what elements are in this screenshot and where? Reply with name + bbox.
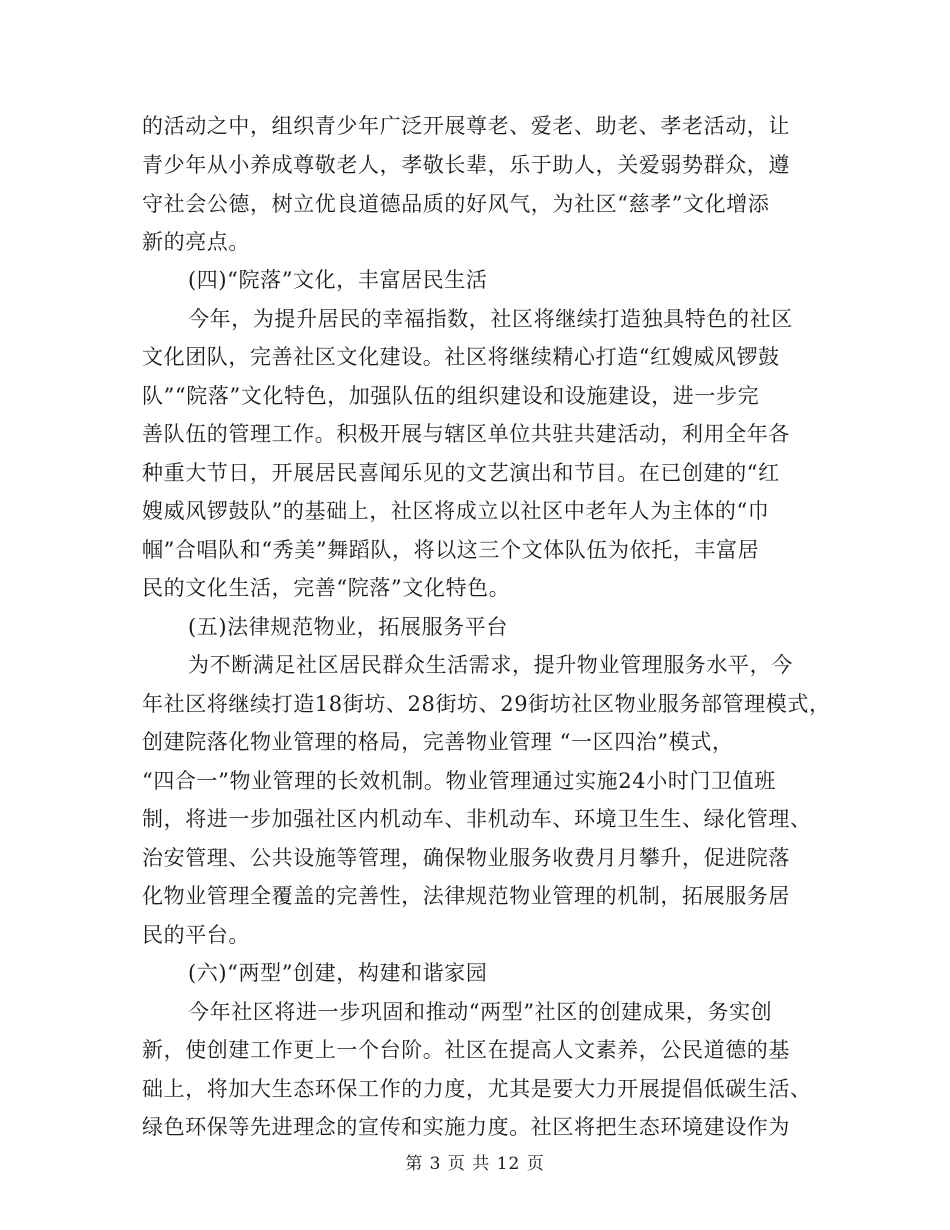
paragraph-line: 青少年从小养成尊敬老人，孝敬长辈，乐于助人，关爱弱势群众，遵 [142, 153, 790, 177]
section-heading: (四)“院落”文化，丰富居民生活 [188, 268, 488, 292]
paragraph-line: 今年，为提升居民的幸福指数，社区将继续打造独具特色的社区 [188, 307, 793, 331]
paragraph-line: 础上，将加大生态环保工作的力度，尤其是要大力开展提倡低碳生活、 [142, 1077, 812, 1101]
paragraph-line: 创建院落化物业管理的格局，完善物业管理 “一区四治”模式， [142, 730, 734, 754]
paragraph-line: 种重大节日，开展居民喜闻乐见的文艺演出和节目。在已创建的“红 [142, 461, 780, 485]
paragraph-line: 民的平台。 [142, 923, 250, 947]
paragraph-line: 民的文化生活，完善“院落”文化特色。 [142, 576, 511, 600]
paragraph-line: 化物业管理全覆盖的完善性，法律规范物业管理的机制，拓展服务居 [142, 884, 790, 908]
paragraph-line: 队”“院落”文化特色，加强队伍的组织建设和设施建设，进一步完 [142, 384, 760, 408]
paragraph-line: 为不断满足社区居民群众生活需求，提升物业管理服务水平，今 [188, 653, 793, 677]
page-number-footer: 第 3 页 共 12 页 [405, 1154, 545, 1174]
section-heading: (六)“两型”创建，构建和谐家园 [188, 961, 488, 985]
paragraph-line: 善队伍的管理工作。积极开展与辖区单位共驻共建活动，利用全年各 [142, 422, 790, 446]
paragraph-line: 嫂威风锣鼓队”的基础上，社区将成立以社区中老年人为主体的“巾 [142, 499, 770, 523]
paragraph-line: 帼”合唱队和“秀美”舞蹈队，将以这三个文体队伍为依托，丰富居 [142, 538, 760, 562]
paragraph-line: 治安管理、公共设施等管理，确保物业服务收费月月攀升，促进院落 [142, 846, 790, 870]
paragraph-line: “四合一”物业管理的长效机制。物业管理通过实施24小时门卫值班 [142, 769, 776, 793]
paragraph-line: 文化团队，完善社区文化建设。社区将继续精心打造“红嫂威风锣鼓 [142, 345, 780, 369]
paragraph-line: 年社区将继续打造18街坊、28街坊、29街坊社区物业服务部管理模式， [142, 692, 831, 716]
paragraph-line: 的活动之中，组织青少年广泛开展尊老、爱老、助老、孝老活动，让 [142, 114, 790, 138]
paragraph-line: 制，将进一步加强社区内机动车、非机动车、环境卫生生、绿化管理、 [142, 807, 812, 831]
paragraph-line: 今年社区将进一步巩固和推动“两型”社区的创建成果，务实创 [188, 1000, 773, 1024]
paragraph-line: 守社会公德，树立优良道德品质的好风气，为社区“慈孝”文化增添 [142, 192, 770, 216]
section-heading: (五)法律规范物业，拓展服务平台 [188, 615, 508, 639]
paragraph-line: 绿色环保等先进理念的宣传和实施力度。社区将把生态环境建设作为 [142, 1115, 790, 1139]
paragraph-line: 新，使创建工作更上一个台阶。社区在提高人文素养，公民道德的基 [142, 1038, 790, 1062]
paragraph-line: 新的亮点。 [142, 230, 250, 254]
